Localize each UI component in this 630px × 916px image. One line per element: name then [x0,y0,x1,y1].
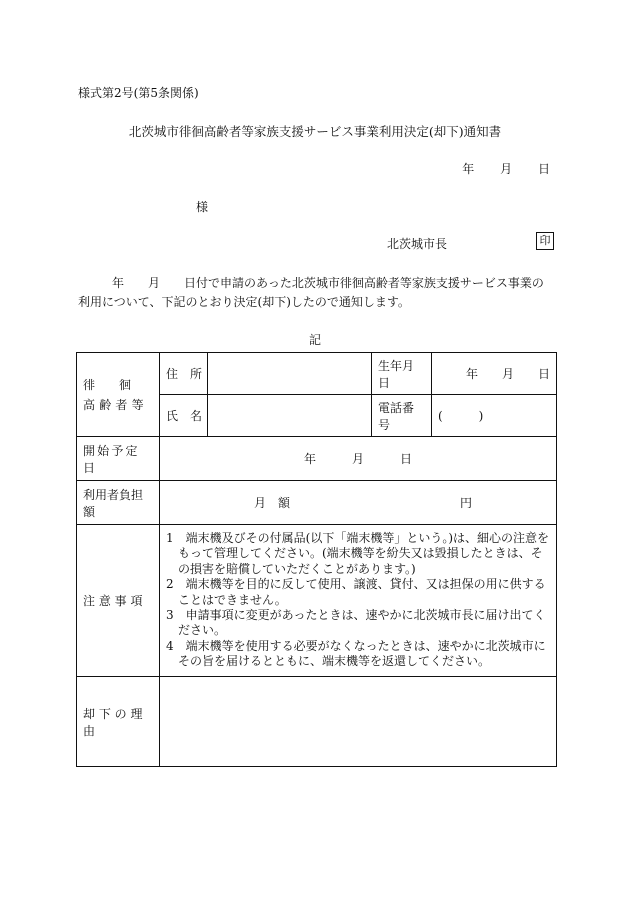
notes-content [160,525,557,677]
ki-heading: 記 [308,333,321,347]
seal-mark: 印 [536,232,554,250]
name-field[interactable] [208,395,372,437]
body-month: 月 [148,276,161,290]
reject-reason-label: 却 下 の 理 由 [77,677,160,767]
form-number: 様式第2号(第5条関係) [78,86,199,100]
document-title: 北茨城市徘徊高齢者等家族支援サービス事業利用決定(却下)通知書 [128,124,502,139]
table-row [77,525,557,677]
body-year: 年 [112,276,125,290]
burden-field[interactable] [160,481,557,525]
reject-reason-field[interactable] [160,677,557,767]
burden-label: 利用者負担額 [77,481,160,525]
birthdate-label: 生年月日 [372,353,432,395]
note-item-2: 2 端末機等を目的に反して使用、譲渡、貸付、又は担保の用に供することはできません。 [166,577,546,607]
address-label: 住 所 [160,353,208,395]
table-row [77,481,557,525]
start-date-label: 開始予定日 [77,437,160,481]
birthdate-field[interactable]: 年 月 日 [432,353,557,395]
table-row [77,437,557,481]
table-row [77,353,557,395]
burden-yen-label: 円 [460,496,473,510]
note-item-3: 3 申請事項に変更があったときは、速やかに北茨城市長に届け出てください。 [166,608,546,638]
person-label-cell [77,353,160,437]
phone-field[interactable]: ( ) [432,395,557,437]
details-table [76,352,557,767]
notes-label: 注 意 事 項 [77,525,160,677]
issuer-name: 北茨城市長 [387,237,448,251]
name-label: 氏 名 [160,395,208,437]
date-month: 月 [500,162,513,176]
issue-date [440,160,550,177]
notice-body [78,274,552,312]
date-year: 年 [462,162,475,176]
person-label-line1: 徘 徊 [83,377,132,392]
person-label-line2: 高齢者等 [83,397,148,412]
note-item-1: 1 端末機及びその付属品(以下「端末機等」という。)は、細心の注意をもって管理してください。(端末機等を紛失又は毀損したときは、その損害を賠償していただくことがあります。) [166,531,550,576]
phone-label: 電話番号 [372,395,432,437]
note-item-4: 4 端末機等を使用する必要がなくなったときは、速やかに北茨城市にその旨を届けるとともに、端末機等を返還してください。 [166,638,546,669]
address-field[interactable] [208,353,372,395]
start-date-field[interactable]: 年 月 日 [160,437,557,481]
date-day: 日 [537,162,550,176]
burden-monthly-label: 月 額 [254,496,291,510]
table-row [77,677,557,767]
addressee-suffix: 様 [196,200,209,214]
body-text: 日付で申請のあった北茨城市徘徊高齢者等家族支援サービス事業の利用について、下記のとおり決定(却下)したので通知します。 [78,276,544,309]
